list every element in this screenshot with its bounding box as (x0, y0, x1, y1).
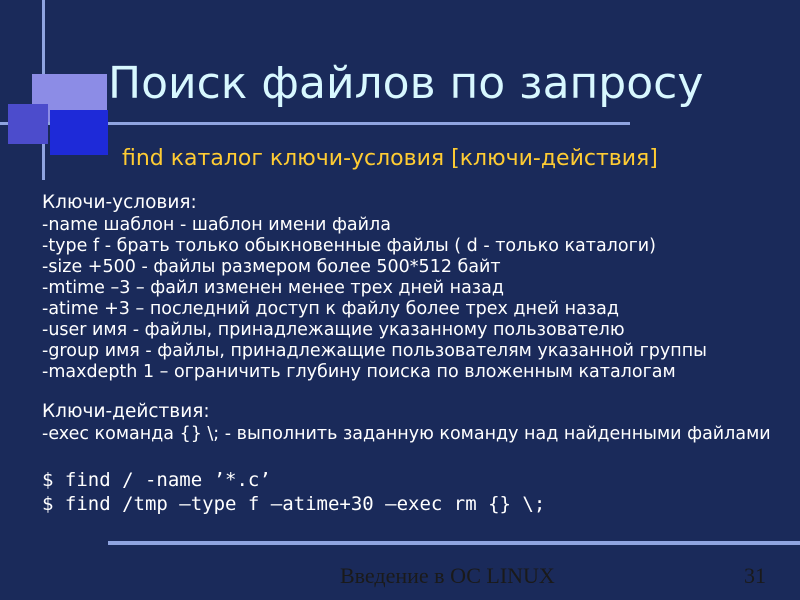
condition-item (42, 320, 800, 341)
option-description: - выполнить заданную команду над найденными файлами (219, 424, 771, 444)
command-line: $ find / -name ’*.c’ (42, 469, 271, 491)
command-syntax: find каталог ключи-условия [ключи-действия] (122, 146, 658, 171)
action-item (42, 424, 800, 445)
conditions-list (42, 215, 800, 383)
condition-item (42, 341, 800, 362)
option-key: -user имя (42, 320, 128, 340)
condition-item (42, 257, 800, 278)
command-line: $ find /tmp –type f –atime+30 –exec rm {} \; (42, 493, 546, 515)
option-key: -type f (42, 236, 100, 256)
option-description: – последний доступ к файлу более трех дней назад (129, 299, 619, 319)
option-description: - брать только обыкновенные файлы ( d - только каталоги) (99, 236, 656, 256)
option-key: -mtime –3 (42, 278, 131, 298)
condition-item (42, 236, 800, 257)
option-description: – ограничить глубину поиска по вложенным каталогам (154, 362, 676, 382)
conditions-header: Ключи-условия: (42, 192, 197, 213)
decor-square-blue (50, 110, 108, 155)
option-description: – файл изменен менее трех дней назад (130, 278, 504, 298)
option-key: -maxdepth 1 (42, 362, 155, 382)
option-key: -exec команда {} \; (42, 424, 220, 444)
command-examples (42, 468, 545, 516)
option-key: -name шаблон (42, 215, 175, 235)
condition-item (42, 362, 800, 383)
condition-item (42, 278, 800, 299)
option-description: - файлы, принадлежащие указанному пользователю (127, 320, 625, 340)
decor-square-medium (8, 104, 48, 144)
option-description: - файлы размером более 500*512 байт (135, 257, 501, 277)
actions-list (42, 424, 800, 445)
slide-body (42, 192, 800, 445)
option-key: -atime +3 (42, 299, 130, 319)
page-number: 31 (744, 563, 766, 588)
option-key: -group имя (42, 341, 140, 361)
slide-title: Поиск файлов по запросу (108, 58, 704, 109)
option-description: - шаблон имени файла (174, 215, 391, 235)
decor-footer-line (108, 541, 800, 545)
option-description: - файлы, принадлежащие пользователям указанной группы (139, 341, 707, 361)
condition-item (42, 299, 800, 320)
footer-text: Введение в ОС LINUX (340, 563, 555, 588)
option-key: -size +500 (42, 257, 136, 277)
actions-header: Ключи-действия: (42, 401, 210, 422)
condition-item (42, 215, 800, 236)
